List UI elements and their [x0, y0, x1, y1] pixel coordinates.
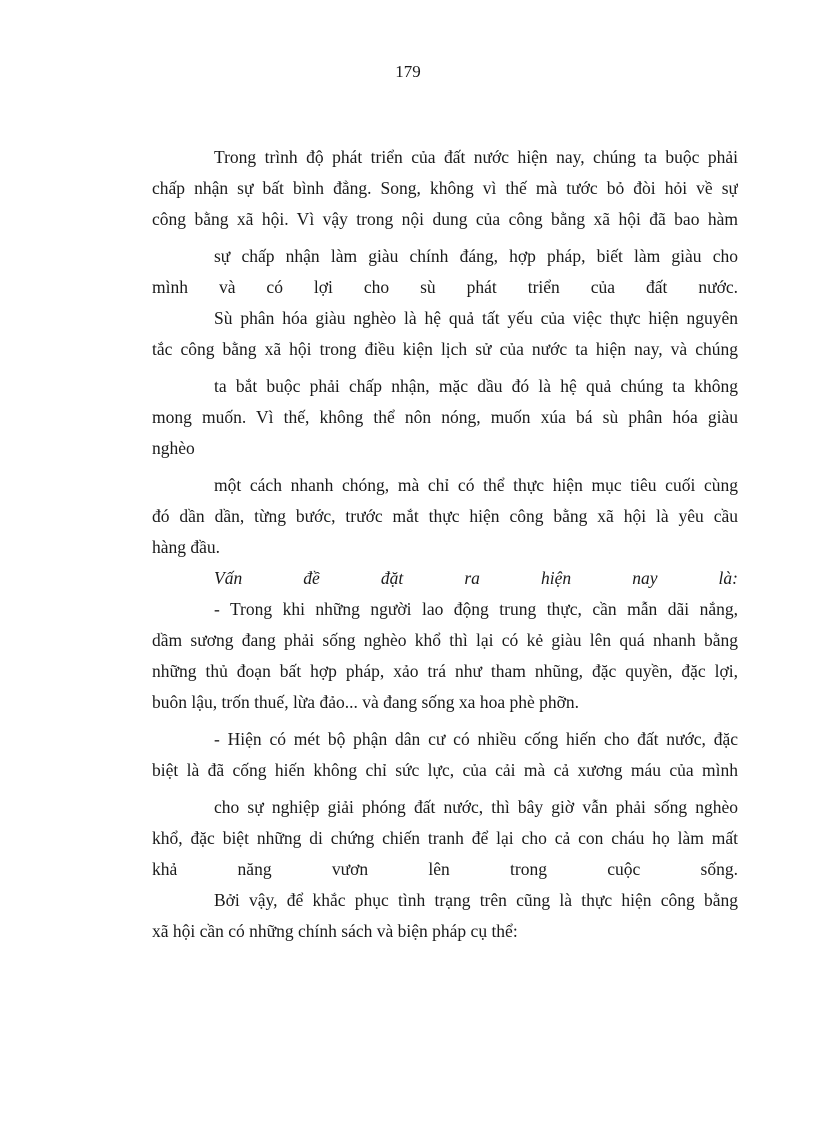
text-line: Trong trình độ phát triển của đất nước hiện nay, chúng ta buộc phải — [214, 147, 738, 167]
text-line: Sù phân hóa giàu nghèo là hệ quả tất yếu của việc thực hiện nguyên — [214, 308, 738, 328]
text-line: biệt là đã cống hiến không chỉ sức lực, của cải mà cả xương máu của mình — [152, 760, 738, 780]
text-line: buôn lậu, trốn thuế, lừa đảo... và đang sống xa hoa phè phỡn. — [152, 692, 579, 712]
text-line: Vấn đề đặt ra hiện nay là: — [214, 568, 738, 588]
text-line: công bằng xã hội. Vì vậy trong nội dung của công bằng xã hội đã bao hàm — [152, 209, 738, 229]
text-line: đó dần dần, từng bước, trước mắt thực hiện công bằng xã hội là yêu cầu — [152, 506, 738, 526]
text-line: mình và có lợi cho sù phát triển của đất nước. — [152, 277, 738, 297]
text-line: hàng đầu. — [152, 537, 221, 557]
page-number: 179 — [395, 62, 421, 81]
text-line: dầm sương đang phải sống nghèo khổ thì lại có kẻ giàu lên quá nhanh bằng — [152, 630, 738, 650]
text-line: nghèo — [152, 438, 195, 458]
text-line: khổ, đặc biệt những di chứng chiến tranh để lại cho cả con cháu họ làm mất — [152, 828, 738, 848]
text-line: khả năng vươn lên trong cuộc sống. — [152, 859, 738, 879]
text-line: ta bắt buộc phải chấp nhận, mặc dầu đó là hệ quả chúng ta không — [214, 376, 738, 396]
text-line: - Hiện có mét bộ phận dân cư có nhiều cống hiến cho đất nước, đặc — [214, 729, 738, 749]
text-line: sự chấp nhận làm giàu chính đáng, hợp pháp, biết làm giàu cho — [214, 246, 738, 266]
text-line: xã hội cần có những chính sách và biện pháp cụ thể: — [152, 921, 518, 941]
text-line: cho sự nghiệp giải phóng đất nước, thì bây giờ vẫn phải sống nghèo — [214, 797, 738, 817]
text-line: mong muốn. Vì thế, không thể nôn nóng, muốn xúa bá sù phân hóa giàu — [152, 407, 738, 427]
text-line: - Trong khi những người lao động trung thực, cần mẫn dãi nắng, — [214, 599, 738, 619]
text-line: tắc công bằng xã hội trong điều kiện lịch sử của nước ta hiện nay, và chúng — [152, 339, 738, 359]
text-line: một cách nhanh chóng, mà chỉ có thể thực hiện mục tiêu cuối cùng — [214, 475, 738, 495]
body-text — [152, 142, 738, 947]
text-line: Bởi vậy, để khắc phục tình trạng trên cũng là thực hiện công bằng — [214, 890, 738, 910]
text-line: những thủ đoạn bất hợp pháp, xảo trá như tham nhũng, đặc quyền, đặc lợi, — [152, 661, 738, 681]
text-line: chấp nhận sự bất bình đẳng. Song, không vì thế mà tước bỏ đòi hỏi về sự — [152, 178, 738, 198]
